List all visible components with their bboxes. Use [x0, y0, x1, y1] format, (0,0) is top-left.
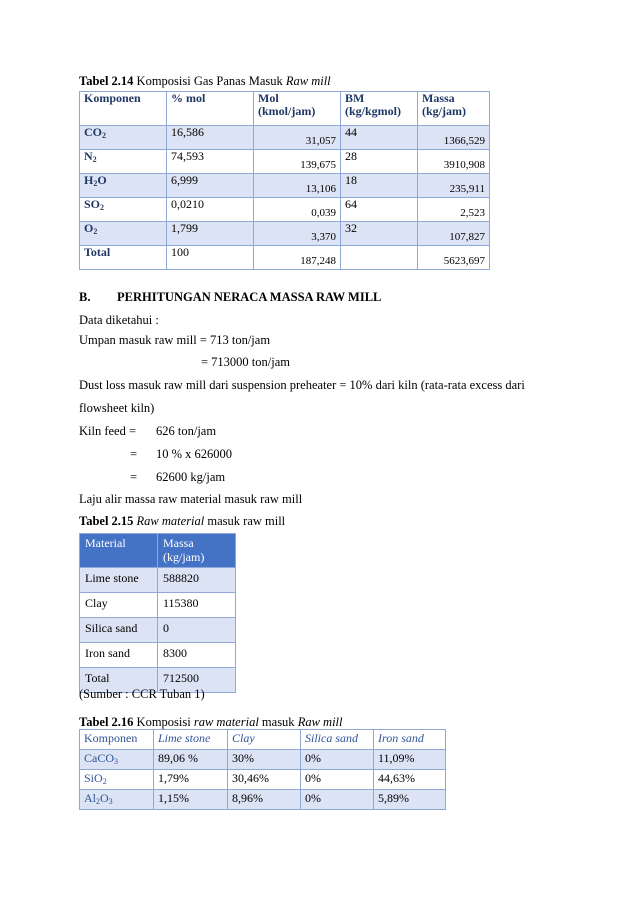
- header-komponen: Komponen: [80, 730, 154, 750]
- clay-cell: 30,46%: [228, 770, 301, 790]
- component-cell: $SO_2$: [80, 198, 167, 222]
- kiln-feed-value-1: 626 ton/jam: [156, 424, 217, 438]
- header-iron-sand: Iron sand: [374, 730, 446, 750]
- table-row: [80, 770, 446, 790]
- component-cell: $O_2$: [80, 222, 167, 246]
- total-mol-percent: 100: [167, 246, 254, 270]
- table-row: [80, 618, 236, 643]
- raw-material-table: [79, 533, 236, 693]
- mol-cell: 0,039: [254, 198, 341, 222]
- mol-percent-cell: 16,586: [167, 126, 254, 150]
- silica-sand-cell: 0%: [301, 790, 374, 810]
- header-komponen: Komponen: [80, 92, 167, 126]
- table-row: [80, 593, 236, 618]
- dust-loss-line-1: Dust loss masuk raw mill dari suspension preheater = 10% dari kiln (rata-rata excess dari: [79, 378, 525, 392]
- component-cell: $H_2O$: [80, 174, 167, 198]
- iron-sand-cell: 44,63%: [374, 770, 446, 790]
- header-silica-sand: Silica sand: [301, 730, 374, 750]
- section-letter: B.: [79, 290, 91, 304]
- massa-cell: 107,827: [418, 222, 490, 246]
- laju-alir-line: Laju alir massa raw material masuk raw mill: [79, 492, 303, 506]
- equals-sign: =: [130, 470, 138, 484]
- header-massa: Massa (kg/jam): [418, 92, 490, 126]
- massa-cell: 2,523: [418, 198, 490, 222]
- bm-cell: 32: [341, 222, 418, 246]
- bm-cell: 44: [341, 126, 418, 150]
- caption-text: Komposisi Gas Panas Masuk: [133, 74, 286, 88]
- equals-sign: =: [130, 447, 138, 461]
- mol-cell: 3,370: [254, 222, 341, 246]
- material-cell: Silica sand: [80, 618, 158, 643]
- table-2-14-caption: [79, 74, 331, 89]
- header-bm: BM (kg/kgmol): [341, 92, 418, 126]
- header-mol-percent: % mol: [167, 92, 254, 126]
- mol-cell: 31,057: [254, 126, 341, 150]
- table-header-row: [80, 534, 236, 568]
- total-bm: [341, 246, 418, 270]
- lime-stone-cell: 89,06 %: [154, 750, 228, 770]
- caption-text: masuk: [258, 715, 298, 729]
- mol-cell: 139,675: [254, 150, 341, 174]
- source-note: (Sumber : CCR Tuban 1): [79, 687, 205, 701]
- raw-material-composition-table: [79, 729, 446, 810]
- table-header-row: [80, 92, 490, 126]
- lime-stone-cell: 1,79%: [154, 770, 228, 790]
- gas-composition-table: [79, 91, 490, 270]
- umpan-line-1: Umpan masuk raw mill = 713 ton/jam: [79, 333, 271, 347]
- table-row: [80, 126, 490, 150]
- massa-cell: 0: [158, 618, 236, 643]
- component-cell: SiO$_2$: [80, 770, 154, 790]
- header-mol: Mol (kmol/jam): [254, 92, 341, 126]
- caption-text: masuk raw mill: [204, 514, 286, 528]
- bm-cell: 28: [341, 150, 418, 174]
- table-2-15-caption: [79, 514, 285, 529]
- table-2-16-caption: [79, 715, 342, 730]
- caption-italic: Raw mill: [297, 715, 343, 729]
- component-cell: $CO_2$: [80, 126, 167, 150]
- material-cell: Clay: [80, 593, 158, 618]
- caption-number: Tabel 2.16: [79, 715, 134, 729]
- total-massa: 5623,697: [418, 246, 490, 270]
- data-diketahui-line: Data diketahui :: [79, 313, 159, 327]
- material-cell: Lime stone: [80, 568, 158, 593]
- bm-cell: 64: [341, 198, 418, 222]
- kiln-feed-value-2: 10 % x 626000: [156, 447, 233, 461]
- total-mol: 187,248: [254, 246, 341, 270]
- massa-cell: 115380: [158, 593, 236, 618]
- caption-italic: Raw mill: [285, 74, 331, 88]
- caption-italic: Raw material: [136, 514, 205, 528]
- total-row: [80, 246, 490, 270]
- table-row: [80, 222, 490, 246]
- table-header-row: [80, 730, 446, 750]
- massa-cell: 1366,529: [418, 126, 490, 150]
- mol-percent-cell: 74,593: [167, 150, 254, 174]
- clay-cell: 30%: [228, 750, 301, 770]
- table-row: [80, 790, 446, 810]
- mol-percent-cell: 1,799: [167, 222, 254, 246]
- header-clay: Clay: [228, 730, 301, 750]
- lime-stone-cell: 1,15%: [154, 790, 228, 810]
- component-cell: $N_2$: [80, 150, 167, 174]
- table-row: [80, 568, 236, 593]
- header-lime-stone: Lime stone: [154, 730, 228, 750]
- dust-loss-line-2: flowsheet kiln): [79, 401, 155, 415]
- mol-percent-cell: 0,0210: [167, 198, 254, 222]
- component-cell: $Al_2O_3$: [80, 790, 154, 810]
- caption-number: Tabel 2.14: [79, 74, 134, 88]
- caption-number: Tabel 2.15: [79, 514, 134, 528]
- caption-text: Komposisi: [133, 715, 194, 729]
- table-row: [80, 643, 236, 668]
- header-massa: Massa (kg/jam): [158, 534, 236, 568]
- component-cell: CaCO$_3$: [80, 750, 154, 770]
- umpan-line-2: = 713000 ton/jam: [201, 355, 290, 369]
- total-massa: 712500: [158, 668, 236, 693]
- silica-sand-cell: 0%: [301, 750, 374, 770]
- header-material: Material: [80, 534, 158, 568]
- total-label: Total: [80, 668, 158, 693]
- iron-sand-cell: 5,89%: [374, 790, 446, 810]
- clay-cell: 8,96%: [228, 790, 301, 810]
- silica-sand-cell: 0%: [301, 770, 374, 790]
- mol-cell: 13,106: [254, 174, 341, 198]
- massa-cell: 8300: [158, 643, 236, 668]
- kiln-feed-value-3: 62600 kg/jam: [156, 470, 226, 484]
- table-row: [80, 750, 446, 770]
- mol-percent-cell: 6,999: [167, 174, 254, 198]
- iron-sand-cell: 11,09%: [374, 750, 446, 770]
- massa-cell: 588820: [158, 568, 236, 593]
- table-row: [80, 198, 490, 222]
- table-row: [80, 174, 490, 198]
- massa-cell: 235,911: [418, 174, 490, 198]
- material-cell: Iron sand: [80, 643, 158, 668]
- caption-italic: raw material: [193, 715, 259, 729]
- massa-cell: 3910,908: [418, 150, 490, 174]
- bm-cell: 18: [341, 174, 418, 198]
- total-label: Total: [80, 246, 167, 270]
- section-title: PERHITUNGAN NERACA MASSA RAW MILL: [117, 290, 382, 304]
- kiln-feed-label: Kiln feed =: [79, 424, 137, 438]
- table-row: [80, 150, 490, 174]
